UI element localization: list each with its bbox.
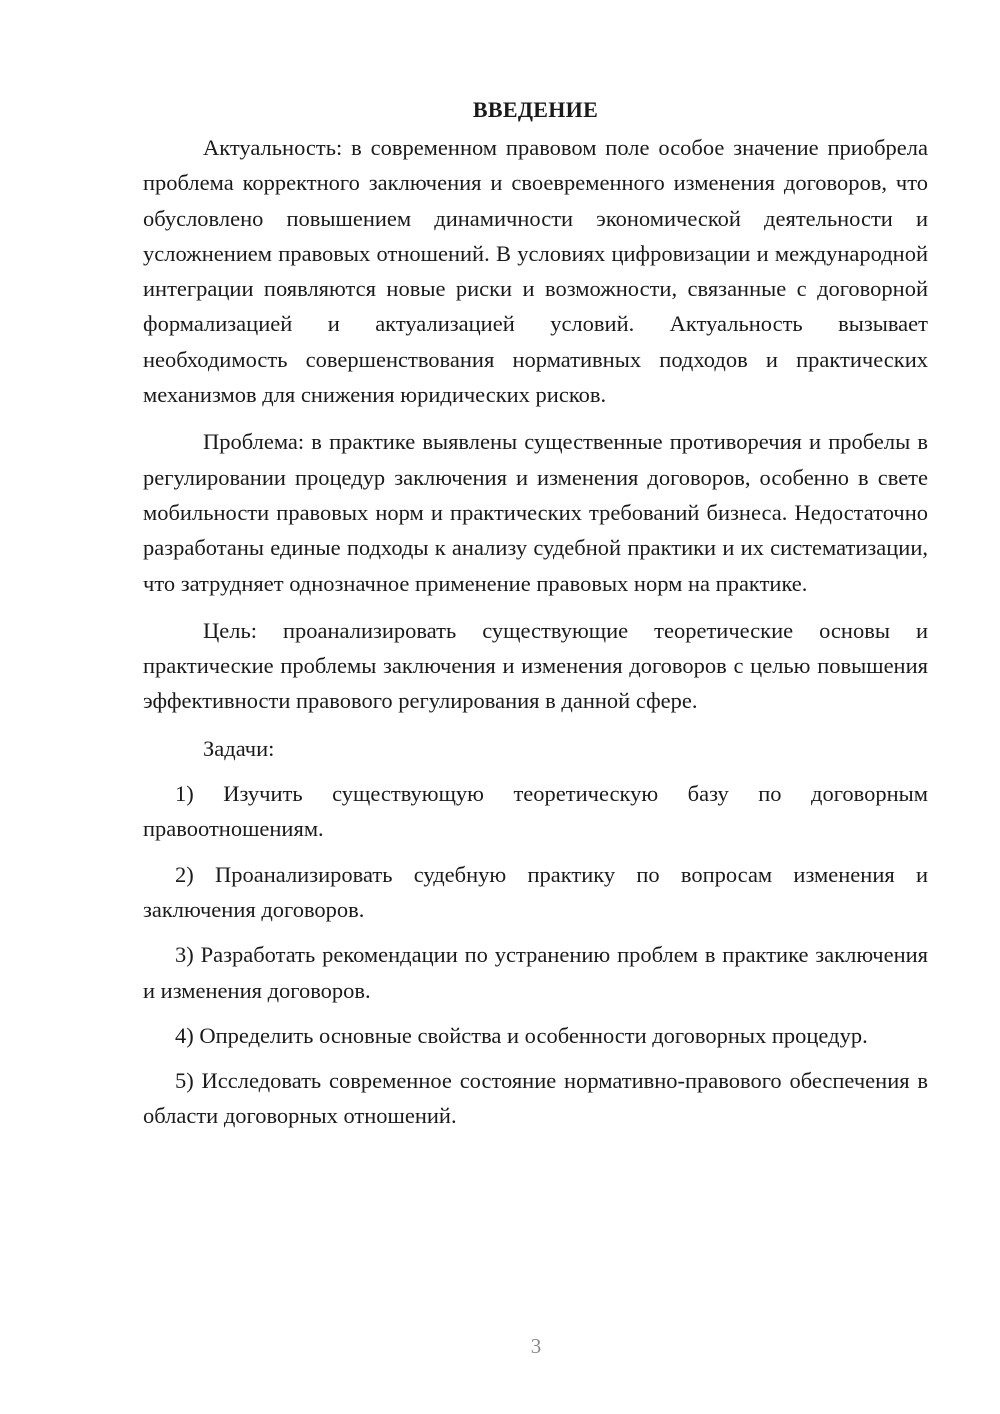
task-item: 4) Определить основные свойства и особенности договорных процедур. (175, 1022, 868, 1048)
paragraph-goal: Цель: проанализировать существующие теоретические основы и практические проблемы заключения и изменения договоров с целью повышения эффективности правового регулирования в данной сфере. (143, 617, 928, 714)
task-item: 5) Исследовать современное состояние нормативно-правового обеспечения в области договорных отношений. (143, 1068, 928, 1129)
task-item: 3) Разработать рекомендации по устранению проблем в практике заключения и изменения договоров. (143, 942, 928, 1003)
paragraph-problem: Проблема: в практике выявлены существенные противоречия и пробелы в регулировании процедур заключения и изменения договоров, особенно в свете мобильности правовых норм и практических требований бизнеса. Недостаточно разработаны единые подходы к анализу судебной практики и их систематизации, что затрудняет однозначное применение правовых норм на практике. (143, 429, 928, 596)
page-content (143, 92, 928, 1144)
tasks-label: Задачи: (203, 735, 275, 761)
page-number: 3 (530, 1334, 542, 1358)
tasks-list (143, 776, 928, 1134)
task-item: 1) Изучить существующую теоретическую базу по договорным правоотношениям. (143, 781, 928, 842)
paragraph-relevance: Актуальность: в современном правовом поле особое значение приобрела проблема корректного заключения и своевременного изменения договоров, что обусловлено повышением динамичности экономической деятельности и усложнением правовых отношений. В условиях цифровизации и международной интеграции появляются новые риски и возможности, связанные с договорной формализацией и актуализацией условий. Актуальность вызывает необходимость совершенствования нормативных подходов и практических механизмов для снижения юридических рисков. (143, 135, 928, 408)
section-title: ВВЕДЕНИЕ (472, 97, 599, 122)
task-item: 2) Проанализировать судебную практику по вопросам изменения и заключения договоров. (143, 861, 928, 922)
